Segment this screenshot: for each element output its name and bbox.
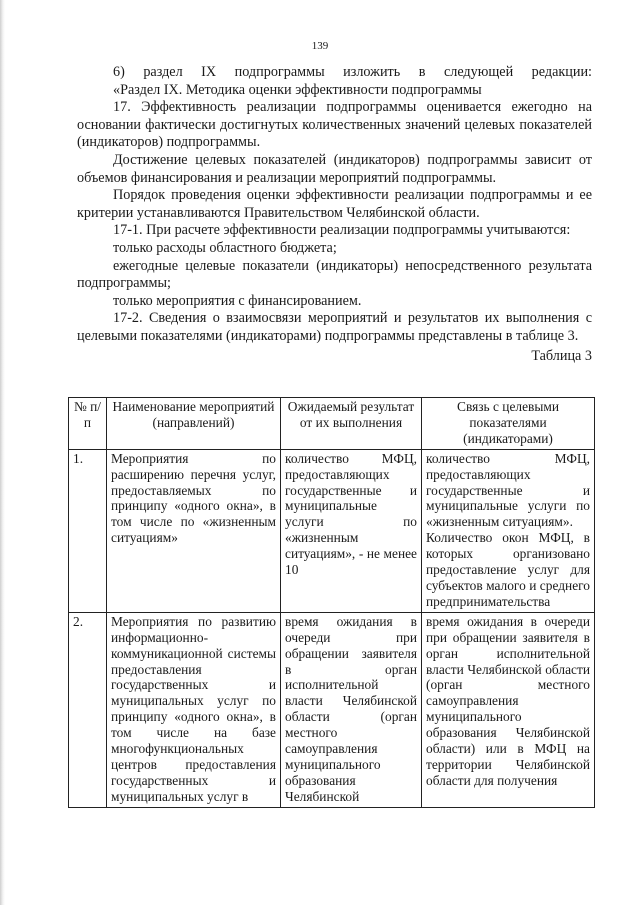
document-body [77,64,592,365]
row-number: 1. [69,449,107,612]
paragraph-procedure: Порядок проведения оценки эффективности реализации подпрограммы и ее критерии устанавливаются Правительством Челябинской области. [77,187,592,221]
header-indicators: Связь с целевыми показателями (индикаторами) [422,398,595,450]
row-activity: Мероприятия по развитию информационно-коммуникационной системы предоставления государственных и муниципальных услуг по принципу «одного окна», в том числе на базе многофункциональных центров предоставления государственных и муниципальных услуг в [107,612,281,807]
scan-edge-shadow [0,0,5,905]
table-row [69,612,595,807]
list-item-financing: только мероприятия с финансированием. [113,292,362,309]
indicator-text: Количество окон МФЦ, в которых организовано предоставление услуг для субъектов малого и среднего предпринимательства [426,530,590,609]
indicator-text: количество МФЦ, предоставляющих государственные и муниципальные услуги по «жизненным ситуациям». [426,450,590,530]
list-item-indicators: ежегодные целевые показатели (индикаторы) непосредственного результата подпрограммы; [77,257,592,292]
row-indicators [422,449,595,612]
paragraph-item-6: 6) раздел IX подпрограммы изложить в следующей редакции: [113,64,592,80]
table-row [69,449,595,612]
row-activity: Мероприятия по расширению перечня услуг, предоставляемых по принципу «одного окна», в том числе по «жизненным ситуациям» [107,449,281,612]
row-result: количество МФЦ, предоставляющих государственные и муниципальные услуги по «жизненным ситуациям», - не менее 10 [281,449,422,612]
header-activity: Наименование мероприятий (направлений) [107,398,281,450]
page-number: 139 [311,40,329,52]
list-item-budget: только расходы областного бюджета; [113,239,337,256]
row-result: время ожидания в очереди при обращении заявителя в орган исполнительной власти Челябинской области (орган местного самоуправления муниципального образования Челябинской [281,612,422,807]
paragraph-targets: Достижение целевых показателей (индикаторов) подпрограммы зависит от объемов финансирования и реализации мероприятий подпрограммы. [77,151,592,186]
paragraph-17-2: 17-2. Сведения о взаимосвязи мероприятий и результатов их выполнения с целевыми показателями (индикаторами) подпрограммы представлены в таблице 3. [77,310,592,344]
table-caption: Таблица 3 [531,347,592,364]
measures-table [68,397,595,808]
section-heading: «Раздел IX. Методика оценки эффективности подпрограммы [113,81,482,98]
paragraph-17: 17. Эффективность реализации подпрограммы оценивается ежегодно на основании фактически достигнутых количественных значений целевых показателей (индикаторов) подпрограммы. [77,99,592,151]
row-indicators [422,612,595,807]
table-header-row [69,398,595,450]
header-number: № п/п [69,398,107,450]
row-number: 2. [69,612,107,807]
indicator-text: время ожидания в очереди при обращении заявителя в орган исполнительной власти Челябинской области (орган местного самоуправления муниципального образования Челябинской области) или в МФЦ на территории Челябинской области для получения [426,613,590,788]
header-result: Ожидаемый результат от их выполнения [281,398,422,450]
paragraph-17-1: 17-1. При расчете эффективности реализации подпрограммы учитываются: [113,222,571,239]
